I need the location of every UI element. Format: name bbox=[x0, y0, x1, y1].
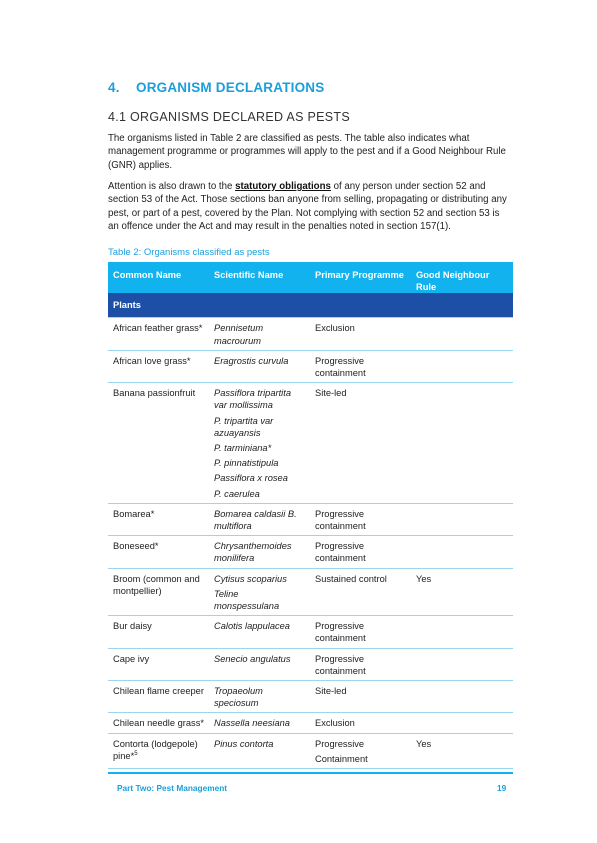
programme-line: Progressive containment bbox=[315, 653, 366, 676]
cell-primary-programme bbox=[310, 383, 411, 504]
cell-primary-programme bbox=[310, 536, 411, 568]
paragraph-text-before: Attention is also drawn to the bbox=[108, 181, 236, 192]
cell-scientific-name bbox=[209, 383, 310, 504]
section-row-plants bbox=[108, 293, 513, 318]
cell-good-neighbour-rule bbox=[411, 383, 513, 504]
cell-good-neighbour-rule: Yes bbox=[411, 568, 513, 616]
scientific-name-line: Bomarea caldasii B. multiflora bbox=[214, 508, 297, 532]
scientific-name-line: Teline monspessulana bbox=[214, 588, 280, 612]
table-row bbox=[108, 648, 513, 680]
cell-primary-programme bbox=[310, 350, 411, 382]
subsection-number: 4.1 bbox=[108, 110, 127, 124]
common-name-text: Bur daisy bbox=[113, 621, 152, 632]
header-scientific-name: Scientific Name bbox=[209, 262, 310, 293]
cell-primary-programme bbox=[310, 713, 411, 733]
programme-line: Progressive containment bbox=[315, 541, 366, 564]
table-row bbox=[108, 383, 513, 504]
programme-line: Progressive containment bbox=[315, 621, 366, 644]
cell-common-name bbox=[108, 350, 209, 382]
common-name-text: Bomarea* bbox=[113, 508, 155, 519]
cell-primary-programme bbox=[310, 318, 411, 350]
table-row bbox=[108, 536, 513, 568]
cell-primary-programme bbox=[310, 648, 411, 680]
common-name-text: Contorta (lodgepole) pine* bbox=[113, 738, 198, 761]
cell-common-name bbox=[108, 648, 209, 680]
footer-divider bbox=[108, 772, 513, 774]
common-name-text: Chilean needle grass* bbox=[113, 718, 204, 729]
table-caption: Table 2: Organisms classified as pests bbox=[108, 247, 270, 258]
table-header-row bbox=[108, 262, 513, 293]
programme-line: Site-led bbox=[315, 388, 347, 399]
table-row bbox=[108, 681, 513, 713]
table-row bbox=[108, 503, 513, 535]
cell-common-name bbox=[108, 713, 209, 733]
table-row bbox=[108, 733, 513, 768]
header-common-name: Common Name bbox=[108, 262, 209, 293]
programme-line: Containment bbox=[315, 753, 368, 764]
cell-common-name bbox=[108, 503, 209, 535]
scientific-name-line: P. caerulea bbox=[214, 488, 260, 499]
scientific-name-line: Pinus contorta bbox=[214, 738, 274, 749]
cell-common-name bbox=[108, 383, 209, 504]
cell-common-name bbox=[108, 536, 209, 568]
cell-good-neighbour-rule bbox=[411, 318, 513, 350]
statutory-paragraph bbox=[108, 180, 512, 234]
cell-good-neighbour-rule bbox=[411, 681, 513, 713]
table-row bbox=[108, 568, 513, 616]
cell-scientific-name bbox=[209, 503, 310, 535]
cell-primary-programme bbox=[310, 681, 411, 713]
scientific-name-line: P. pinnatistipula bbox=[214, 458, 279, 469]
intro-paragraph: The organisms listed in Table 2 are classified as pests. The table also indicates what management programme or programmes will apply to the pest and if a Good Neighbour Rule (GNR) applies. bbox=[108, 133, 506, 171]
common-name-text: African feather grass* bbox=[113, 323, 203, 334]
cell-common-name bbox=[108, 681, 209, 713]
table-row bbox=[108, 318, 513, 350]
section-number: 4. bbox=[108, 80, 120, 95]
section-title: ORGANISM DECLARATIONS bbox=[136, 80, 325, 95]
organisms-table bbox=[108, 262, 513, 769]
cell-good-neighbour-rule bbox=[411, 536, 513, 568]
statutory-obligations-link[interactable]: statutory obligations bbox=[235, 181, 331, 192]
cell-good-neighbour-rule bbox=[411, 503, 513, 535]
table-row bbox=[108, 713, 513, 733]
cell-good-neighbour-rule bbox=[411, 350, 513, 382]
header-primary-programme: Primary Programme bbox=[310, 262, 411, 293]
scientific-name-line: Passiflora x rosea bbox=[214, 473, 288, 484]
section-label: Plants bbox=[108, 293, 513, 318]
footnote-marker: 5 bbox=[134, 750, 138, 757]
table-row bbox=[108, 350, 513, 382]
cell-scientific-name bbox=[209, 616, 310, 648]
cell-good-neighbour-rule bbox=[411, 616, 513, 648]
cell-scientific-name bbox=[209, 318, 310, 350]
footer-section-title: Part Two: Pest Management bbox=[117, 783, 228, 793]
programme-line: Exclusion bbox=[315, 323, 355, 334]
header-good-neighbour-rule: Good Neighbour Rule bbox=[411, 262, 513, 293]
cell-scientific-name bbox=[209, 350, 310, 382]
page-number: 19 bbox=[497, 783, 507, 793]
subsection-heading bbox=[108, 110, 350, 124]
scientific-name-line: Senecio angulatus bbox=[214, 653, 291, 664]
cell-good-neighbour-rule: Yes bbox=[411, 733, 513, 768]
cell-scientific-name bbox=[209, 536, 310, 568]
subsection-title: ORGANISMS DECLARED AS PESTS bbox=[130, 110, 350, 124]
scientific-name-line: Calotis lappulacea bbox=[214, 621, 290, 632]
programme-line: Sustained control bbox=[315, 573, 387, 584]
cell-scientific-name bbox=[209, 681, 310, 713]
programme-line: Progressive bbox=[315, 738, 365, 749]
programme-line: Exclusion bbox=[315, 718, 355, 729]
common-name-text: Boneseed* bbox=[113, 541, 159, 552]
cell-scientific-name bbox=[209, 713, 310, 733]
scientific-name-line: Chrysanthemoides monilifera bbox=[214, 541, 292, 564]
common-name-text: African love grass* bbox=[113, 355, 191, 366]
cell-scientific-name bbox=[209, 648, 310, 680]
common-name-text: Cape ivy bbox=[113, 653, 150, 664]
cell-primary-programme bbox=[310, 503, 411, 535]
scientific-name-line: Passiflora tripartita var mollissima bbox=[214, 388, 291, 411]
common-name-text: Broom (common and montpellier) bbox=[113, 573, 200, 596]
cell-scientific-name bbox=[209, 568, 310, 616]
cell-scientific-name bbox=[209, 733, 310, 768]
programme-line: Progressive containment bbox=[315, 508, 366, 532]
cell-common-name bbox=[108, 616, 209, 648]
cell-common-name bbox=[108, 733, 209, 768]
common-name-text: Banana passionfruit bbox=[113, 388, 196, 399]
programme-line: Site-led bbox=[315, 686, 347, 697]
programme-line: Progressive containment bbox=[315, 355, 366, 379]
cell-common-name bbox=[108, 318, 209, 350]
paragraph-text-after: of any person under section 52 and section 53 of the Act. Those sections ban anyone from selling, propagating or distributing any pest, or part of a pest, covered by the Plan. Not complying with section 52 and section 53 is an offence under the Act and may result in the penalties noted in section 157(1). bbox=[108, 181, 507, 233]
scientific-name-line: Tropaeolum speciosum bbox=[214, 686, 263, 709]
table-row bbox=[108, 616, 513, 648]
cell-primary-programme bbox=[310, 568, 411, 616]
scientific-name-line: P. tripartita var azuayansis bbox=[214, 415, 274, 438]
cell-primary-programme bbox=[310, 733, 411, 768]
cell-good-neighbour-rule bbox=[411, 713, 513, 733]
scientific-name-line: Eragrostis curvula bbox=[214, 355, 289, 366]
common-name-text: Chilean flame creeper bbox=[113, 686, 204, 697]
cell-common-name bbox=[108, 568, 209, 616]
section-heading bbox=[108, 80, 324, 95]
scientific-name-line: Pennisetum macrourum bbox=[214, 323, 264, 346]
scientific-name-line: Cytisus scoparius bbox=[214, 573, 287, 584]
scientific-name-line: P. tarminiana* bbox=[214, 443, 272, 454]
cell-primary-programme bbox=[310, 616, 411, 648]
cell-good-neighbour-rule bbox=[411, 648, 513, 680]
scientific-name-line: Nassella neesiana bbox=[214, 718, 290, 729]
